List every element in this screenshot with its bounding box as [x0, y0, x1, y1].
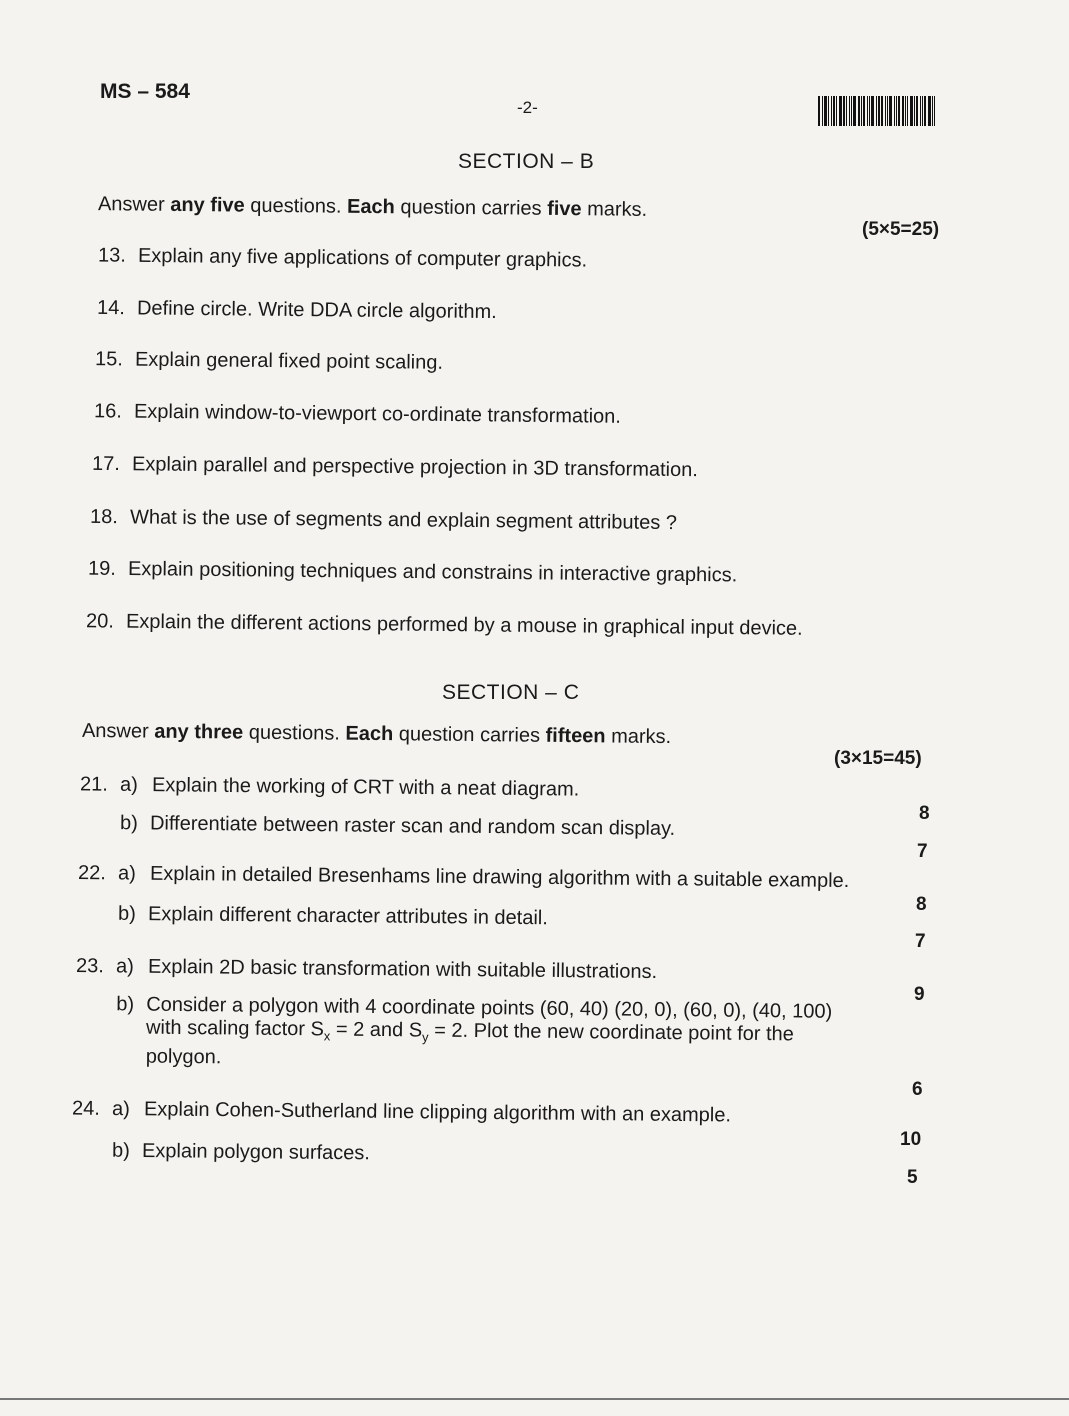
instr-bold: Each — [345, 722, 394, 746]
section-b-title: SECTION – B — [458, 150, 595, 173]
question-number: 21. — [79, 773, 108, 796]
part-label: b) — [116, 993, 135, 1016]
instr-text: marks. — [605, 725, 672, 749]
part-text: Differentiate between raster scan and random scan display. — [149, 812, 676, 840]
question-text: Explain window-to-viewport co-ordinate transformation. — [133, 400, 621, 428]
barcode-bar — [833, 96, 835, 126]
barcode-bar — [902, 96, 904, 126]
part-text: Explain in detailed Bresenhams line drawing algorithm with a suitable example. — [149, 862, 850, 893]
section-c-title: SECTION – C — [442, 681, 580, 704]
question-22 — [78, 862, 849, 893]
section-b-marks: (5×5=25) — [862, 219, 940, 240]
barcode-bar — [887, 96, 888, 126]
barcode-bar — [822, 96, 823, 126]
section-c-marks: (3×15=45) — [834, 748, 922, 769]
mark-23b: 6 — [912, 1079, 923, 1100]
barcode-bar — [896, 96, 897, 126]
barcode-bar — [846, 96, 847, 126]
barcode-bar — [831, 96, 832, 126]
question-20 — [86, 610, 803, 641]
question-number: 23. — [75, 954, 104, 978]
barcode-bar — [894, 96, 895, 126]
question-18 — [90, 506, 677, 535]
question-text: Explain positioning techniques and constrains in interactive graphics. — [127, 558, 738, 587]
barcode-bar — [920, 96, 921, 126]
barcode-bar — [907, 96, 908, 126]
instr-bold: any five — [170, 193, 245, 217]
barcode-bar — [928, 96, 931, 126]
instr-text: question carries — [393, 723, 546, 747]
part-text: Explain different character attributes in detail. — [147, 903, 548, 930]
question-19 — [88, 558, 737, 588]
instr-text: question carries — [394, 196, 548, 220]
question-16 — [94, 400, 621, 429]
barcode-bar — [885, 96, 886, 126]
subscript: y — [422, 1029, 429, 1045]
barcode-bar — [858, 96, 860, 126]
question-number: 13. — [97, 244, 126, 267]
instr-bold: fifteen — [545, 724, 606, 748]
mark-24a: 10 — [900, 1129, 922, 1150]
question-number: 19. — [87, 557, 116, 580]
mark-23a: 9 — [914, 984, 925, 1005]
instr-text: questions. — [244, 194, 348, 218]
question-14 — [97, 297, 497, 324]
barcode-bar — [869, 96, 870, 126]
question-23b — [116, 993, 833, 1075]
paper-code: MS – 584 — [100, 80, 190, 103]
barcode-bar — [898, 96, 900, 126]
section-c-instruction — [82, 720, 671, 749]
barcode-bar — [876, 96, 877, 126]
question-number: 18. — [89, 505, 118, 529]
barcode-bar — [905, 96, 906, 126]
barcode-bar — [889, 96, 892, 126]
barcode-bar — [871, 96, 874, 126]
part-label: b) — [111, 1139, 130, 1162]
instr-text: marks. — [581, 198, 648, 221]
barcode-bar — [863, 96, 865, 126]
barcode-bar — [878, 96, 880, 126]
barcode-bar — [839, 96, 842, 126]
instr-bold: Each — [346, 195, 395, 219]
question-15 — [95, 348, 443, 375]
question-text: Explain parallel and perspective projection in 3D transformation. — [131, 453, 698, 482]
question-17 — [92, 453, 698, 482]
barcode-bar — [914, 96, 915, 126]
barcode-bar — [824, 96, 827, 126]
question-text: Define circle. Write DDA circle algorithm. — [136, 297, 497, 324]
barcode-bar — [934, 96, 935, 126]
question-number: 14. — [96, 296, 125, 320]
barcode-bar — [924, 96, 926, 126]
barcode-bar — [932, 96, 933, 126]
question-number: 22. — [77, 861, 106, 885]
question-number: 17. — [91, 452, 120, 476]
section-b-instruction — [98, 193, 647, 222]
question-22b — [118, 903, 548, 931]
part-text: = 2. Plot the new coordinate point for the — [428, 1019, 794, 1046]
question-21b — [120, 812, 675, 841]
question-text: Explain general fixed point scaling. — [134, 348, 444, 374]
part-text: Consider a polygon with 4 coordinate points (60, 40) (20, 0), (60, 0), (40, 100) — [146, 993, 833, 1023]
barcode-bar — [836, 96, 837, 126]
question-21 — [80, 773, 579, 801]
question-number: 15. — [94, 348, 123, 371]
question-23 — [76, 955, 657, 984]
part-text: Explain 2D basic transformation with suitable illustrations. — [147, 955, 658, 984]
part-text: Explain the working of CRT with a neat diagram. — [151, 774, 580, 801]
question-13 — [98, 244, 587, 272]
part-text: polygon. — [145, 1045, 222, 1069]
barcode-bar — [853, 96, 856, 126]
barcode-bar — [843, 96, 845, 126]
part-text: Explain Cohen-Sutherland line clipping algorithm with an example. — [143, 1098, 732, 1127]
question-number: 16. — [93, 400, 122, 423]
barcode-bar — [861, 96, 862, 126]
barcode-icon — [818, 96, 950, 126]
part-text: Explain polygon surfaces. — [141, 1139, 371, 1165]
page-edge-divider — [0, 1398, 1069, 1400]
barcode-bar — [910, 96, 913, 126]
barcode-bar — [881, 96, 883, 126]
barcode-bar — [849, 96, 850, 126]
question-text: Explain the different actions performed by a mouse in graphical input device. — [125, 610, 803, 640]
part-label: a) — [111, 1097, 130, 1121]
mark-22a: 8 — [916, 894, 927, 915]
question-24b — [112, 1140, 370, 1166]
instr-text: Answer — [97, 193, 171, 216]
mark-22b: 7 — [915, 931, 926, 952]
instr-text: questions. — [243, 721, 346, 745]
part-label: b) — [117, 902, 136, 925]
question-text: Explain any five applications of computer graphics. — [137, 244, 588, 272]
barcode-bar — [818, 96, 820, 126]
instr-text: Answer — [81, 719, 155, 743]
page-number: -2- — [517, 98, 538, 117]
mark-24b: 5 — [907, 1167, 918, 1188]
instr-bold: any three — [154, 720, 244, 744]
question-number: 24. — [71, 1097, 100, 1120]
barcode-bar — [922, 96, 923, 126]
instr-bold: five — [547, 197, 582, 221]
mark-21a: 8 — [919, 803, 930, 824]
question-24 — [72, 1098, 731, 1128]
subscript: x — [323, 1028, 331, 1044]
barcode-bar — [867, 96, 868, 126]
show-through-text — [270, 170, 276, 193]
question-number: 20. — [85, 610, 114, 633]
question-text: What is the use of segments and explain segment attributes ? — [129, 506, 678, 535]
part-text: with scaling factor S — [145, 1016, 325, 1041]
part-label: a) — [119, 773, 138, 796]
barcode-bar — [851, 96, 852, 126]
part-label: a) — [117, 862, 136, 885]
barcode-bar — [916, 96, 918, 126]
mark-21b: 7 — [917, 841, 928, 862]
part-text: = 2 and S — [330, 1018, 423, 1042]
part-label: b) — [119, 812, 138, 835]
part-label: a) — [115, 955, 134, 978]
barcode-bar — [828, 96, 829, 126]
